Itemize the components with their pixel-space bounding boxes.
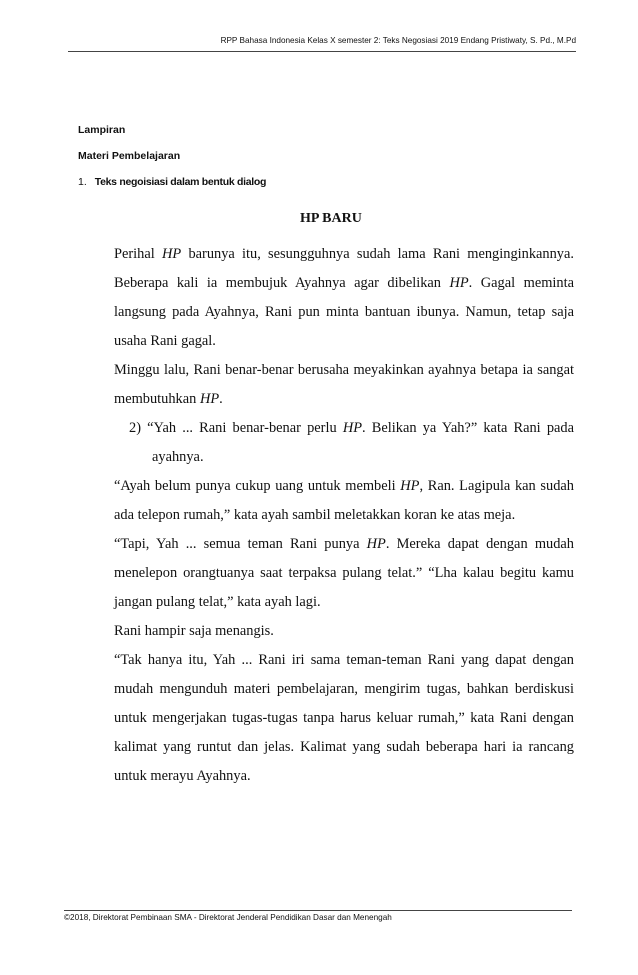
story-paragraph: Rani hampir saja menangis. xyxy=(114,623,274,639)
story-paragraph: “Tak hanya itu, Yah ... Rani iri sama teman-teman Rani yang dapat dengan mudah mengunduh materi pembelajaran, mengirim tugas, bahkan berdiskusi untuk mengerjakan tugas-tugas tanpa harus keluar rumah,” kata Rani dengan kalimat yang runtut dan jelas. Kalimat yang sudah beberapa hari ia rancang untuk merayu Ayahnya. xyxy=(114,652,574,784)
story-paragraph: “Tapi, Yah ... semua teman Rani punya HP. Mereka dapat dengan mudah menelepon orangtuanya saat terpaksa pulang telat.” “Lha kalau begitu kamu jangan pulang telat,” kata ayah lagi. xyxy=(114,536,574,610)
story-body xyxy=(114,240,574,791)
story-paragraph: Minggu lalu, Rani benar-benar berusaha meyakinkan ayahnya betapa ia sangat membutuhkan HP. xyxy=(114,362,574,407)
item-number: 1. xyxy=(78,176,87,188)
footer-divider xyxy=(64,910,572,911)
materi-heading: Materi Pembelajaran xyxy=(78,150,181,162)
item-title: Teks negoisiasi dalam bentuk dialog xyxy=(94,176,267,188)
header-divider xyxy=(68,51,576,52)
lampiran-heading: Lampiran xyxy=(78,124,126,136)
numbered-item xyxy=(78,176,266,188)
story-paragraph: 2) “Yah ... Rani benar-benar perlu HP. Belikan ya Yah?” kata Rani pada ayahnya. xyxy=(129,420,574,465)
story-paragraph: Perihal HP barunya itu, sesungguhnya sudah lama Rani menginginkannya. Beberapa kali ia membujuk Ayahnya agar dibelikan HP. Gagal meminta langsung pada Ayahnya, Rani pun minta bantuan ibunya. Namun, tetap saja usaha Rani gagal. xyxy=(114,246,574,349)
page-header: RPP Bahasa Indonesia Kelas X semester 2: Teks Negosiasi 2019 Endang Pristiwaty, S. Pd., M.Pd xyxy=(220,36,576,45)
story-paragraph: “Ayah belum punya cukup uang untuk membeli HP, Ran. Lagipula kan sudah ada telepon rumah,” kata ayah sambil meletakkan koran ke atas meja. xyxy=(114,478,574,523)
story-title: HP BARU xyxy=(300,211,362,226)
page-footer: ©2018, Direktorat Pembinaan SMA - Direktorat Jenderal Pendidikan Dasar dan Menengah xyxy=(64,913,392,922)
